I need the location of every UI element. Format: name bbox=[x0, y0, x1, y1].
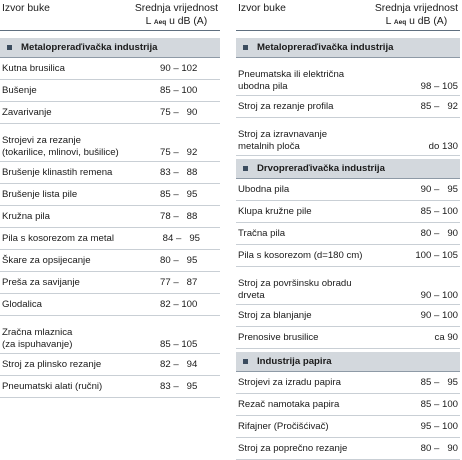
section-header bbox=[236, 159, 460, 179]
table-row bbox=[0, 80, 220, 102]
table-row bbox=[236, 305, 460, 327]
noise-source-line: ubodna pila bbox=[238, 80, 288, 92]
noise-level-value: 78 – 88 bbox=[160, 211, 198, 222]
noise-level-value: 75 – 92 bbox=[160, 146, 198, 158]
noise-source-line: (tokarilice, mlinovi, bušilice) bbox=[2, 146, 119, 158]
noise-level-value: 90 – 95 bbox=[420, 184, 458, 195]
section-title: Industrija papira bbox=[257, 356, 332, 367]
noise-level-value: 85 – 100 bbox=[420, 399, 458, 410]
noise-source-name bbox=[2, 107, 52, 118]
header-noise-source: Izvor buke bbox=[2, 3, 50, 14]
section-header bbox=[236, 352, 460, 372]
noise-source-line: Kružna pila bbox=[2, 211, 50, 222]
noise-level-value: do 130 bbox=[428, 140, 458, 152]
noise-source-line: Stroj za rezanje profila bbox=[238, 101, 334, 112]
noise-source-name bbox=[2, 135, 119, 158]
table-header bbox=[236, 0, 460, 31]
header-average-value: Srednja vrijednost L Aeq u dB (A) bbox=[134, 3, 218, 27]
table-row bbox=[0, 162, 220, 184]
square-bullet-icon bbox=[243, 359, 248, 364]
noise-source-line: Škare za opsijecanje bbox=[2, 255, 91, 266]
noise-source-line: metalnih ploča bbox=[238, 140, 300, 152]
header-average-value: Srednja vrijednost L Aeq u dB (A) bbox=[374, 3, 458, 27]
noise-source-name bbox=[238, 332, 319, 343]
square-bullet-icon bbox=[243, 166, 248, 171]
noise-level-value: 80 – 90 bbox=[420, 228, 458, 239]
noise-source-line: Glodalica bbox=[2, 299, 42, 310]
section-title: Metalopreraďivačka industrija bbox=[257, 42, 394, 53]
noise-source-line: Stroj za poprečno rezanje bbox=[238, 443, 348, 454]
noise-level-value: 95 – 100 bbox=[420, 421, 458, 432]
table-row bbox=[236, 245, 460, 267]
noise-source-line: Pila s kosorezom (d=180 cm) bbox=[238, 250, 363, 261]
table-row bbox=[236, 58, 460, 96]
table-row bbox=[236, 96, 460, 118]
noise-source-line: Preša za savijanje bbox=[2, 277, 80, 288]
table-row bbox=[0, 206, 220, 228]
noise-source-line: Pneumatska ili električna bbox=[238, 69, 345, 80]
noise-source-name bbox=[2, 359, 101, 370]
noise-source-name bbox=[238, 129, 327, 152]
table-row bbox=[236, 416, 460, 438]
noise-level-value: 77 – 87 bbox=[160, 277, 198, 288]
noise-source-line: Klupa kružne pile bbox=[238, 206, 312, 217]
table-header bbox=[0, 0, 220, 31]
table-row bbox=[0, 294, 220, 316]
table-row bbox=[236, 372, 460, 394]
noise-source-line: Zračna mlaznica bbox=[2, 327, 73, 338]
table-row bbox=[0, 58, 220, 80]
noise-source-name bbox=[238, 399, 339, 410]
noise-level-value: 90 – 100 bbox=[420, 289, 458, 301]
table-row bbox=[236, 394, 460, 416]
table-row bbox=[236, 438, 460, 460]
noise-level-value: 85 – 105 bbox=[160, 338, 198, 350]
noise-source-line: Bušenje bbox=[2, 85, 37, 96]
noise-level-value: 90 – 100 bbox=[420, 310, 458, 321]
table-row bbox=[0, 228, 220, 250]
section-title: Metalopreraďivačka industrija bbox=[21, 42, 158, 53]
noise-source-line: Strojevi za rezanje bbox=[2, 135, 81, 146]
noise-source-line: Pneumatski alati (ručni) bbox=[2, 381, 103, 392]
section-title: Drvopreraďivačka industrija bbox=[257, 163, 385, 174]
noise-source-line: Pila s kosorezom za metal bbox=[2, 233, 114, 244]
noise-source-name bbox=[2, 63, 65, 74]
noise-source-line: Strojevi za izradu papira bbox=[238, 377, 341, 388]
noise-level-value: 85 – 95 bbox=[420, 377, 458, 388]
square-bullet-icon bbox=[7, 45, 12, 50]
noise-level-value: 84 – 95 bbox=[160, 233, 201, 244]
noise-source-name bbox=[2, 233, 114, 244]
noise-level-value: 83 – 95 bbox=[160, 381, 198, 392]
noise-source-name bbox=[238, 421, 329, 432]
noise-level-value: ca 90 bbox=[434, 332, 458, 343]
noise-source-line: Rezač namotaka papira bbox=[238, 399, 340, 410]
noise-source-name bbox=[2, 211, 50, 222]
table-row bbox=[236, 201, 460, 223]
noise-source-name bbox=[238, 184, 289, 195]
square-bullet-icon bbox=[243, 45, 248, 50]
noise-source-line: drveta bbox=[238, 289, 265, 301]
noise-source-name bbox=[238, 250, 363, 261]
table-row bbox=[0, 272, 220, 294]
noise-source-name bbox=[238, 443, 347, 454]
noise-source-name bbox=[2, 381, 102, 392]
table-row bbox=[0, 124, 220, 162]
table-row bbox=[236, 179, 460, 201]
noise-level-value: 90 – 102 bbox=[160, 63, 198, 74]
noise-level-value: 80 – 90 bbox=[420, 443, 458, 454]
header-noise-source: Izvor buke bbox=[238, 3, 286, 14]
noise-source-name bbox=[238, 206, 312, 217]
table-row bbox=[0, 316, 220, 354]
noise-source-line: Prenosive brusilice bbox=[238, 332, 319, 343]
section-spacer bbox=[0, 31, 220, 38]
noise-level-value: 85 – 100 bbox=[420, 206, 458, 217]
table-row bbox=[0, 354, 220, 376]
noise-source-line: Tračna pila bbox=[238, 228, 286, 239]
noise-source-name bbox=[238, 377, 341, 388]
noise-source-name bbox=[2, 277, 80, 288]
noise-level-value: 98 – 105 bbox=[420, 80, 458, 92]
noise-table-left bbox=[0, 0, 220, 398]
section-header bbox=[236, 38, 460, 58]
noise-source-name bbox=[2, 85, 37, 96]
noise-source-name bbox=[2, 167, 112, 178]
noise-source-line: Stroj za površinsku obradu bbox=[238, 278, 352, 289]
noise-source-line: Brušenje lista pile bbox=[2, 189, 78, 200]
noise-level-value: 83 – 88 bbox=[160, 167, 198, 178]
section-spacer bbox=[236, 31, 460, 38]
noise-source-name bbox=[238, 101, 333, 112]
noise-level-value: 85 – 100 bbox=[160, 85, 198, 96]
table-row bbox=[236, 267, 460, 305]
noise-level-value: 85 – 92 bbox=[420, 101, 458, 112]
noise-source-line: (za ispuhavanje) bbox=[2, 338, 73, 350]
table-row bbox=[0, 376, 220, 398]
noise-source-name bbox=[238, 69, 344, 92]
noise-level-value: 82 – 94 bbox=[160, 359, 198, 370]
noise-source-line: Stroj za izravnavanje bbox=[238, 129, 328, 140]
noise-level-value: 85 – 95 bbox=[160, 189, 198, 200]
section-header bbox=[0, 38, 220, 58]
table-row bbox=[236, 118, 460, 156]
noise-source-name bbox=[2, 327, 72, 350]
noise-source-name bbox=[2, 255, 91, 266]
noise-source-line: Kutna brusilica bbox=[2, 63, 65, 74]
noise-level-value: 80 – 95 bbox=[160, 255, 198, 266]
noise-source-name bbox=[238, 310, 312, 321]
noise-source-name bbox=[2, 299, 42, 310]
table-row bbox=[0, 184, 220, 206]
table-row bbox=[0, 102, 220, 124]
noise-level-value: 100 – 105 bbox=[415, 250, 458, 261]
table-row bbox=[236, 223, 460, 245]
noise-source-name bbox=[238, 278, 352, 301]
noise-source-line: Zavarivanje bbox=[2, 107, 52, 118]
noise-source-line: Stroj za blanjanje bbox=[238, 310, 312, 321]
noise-source-line: Ubodna pila bbox=[238, 184, 290, 195]
noise-table-right bbox=[236, 0, 460, 460]
noise-source-name bbox=[238, 228, 285, 239]
noise-source-line: Stroj za plinsko rezanje bbox=[2, 359, 102, 370]
noise-source-name bbox=[2, 189, 77, 200]
noise-level-value: 75 – 90 bbox=[160, 107, 198, 118]
noise-source-line: Brušenje klinastih remena bbox=[2, 167, 113, 178]
noise-level-value: 82 – 100 bbox=[160, 299, 198, 310]
noise-source-line: Rifajner (Pročišćivač) bbox=[238, 421, 329, 432]
table-row bbox=[236, 327, 460, 349]
table-row bbox=[0, 250, 220, 272]
